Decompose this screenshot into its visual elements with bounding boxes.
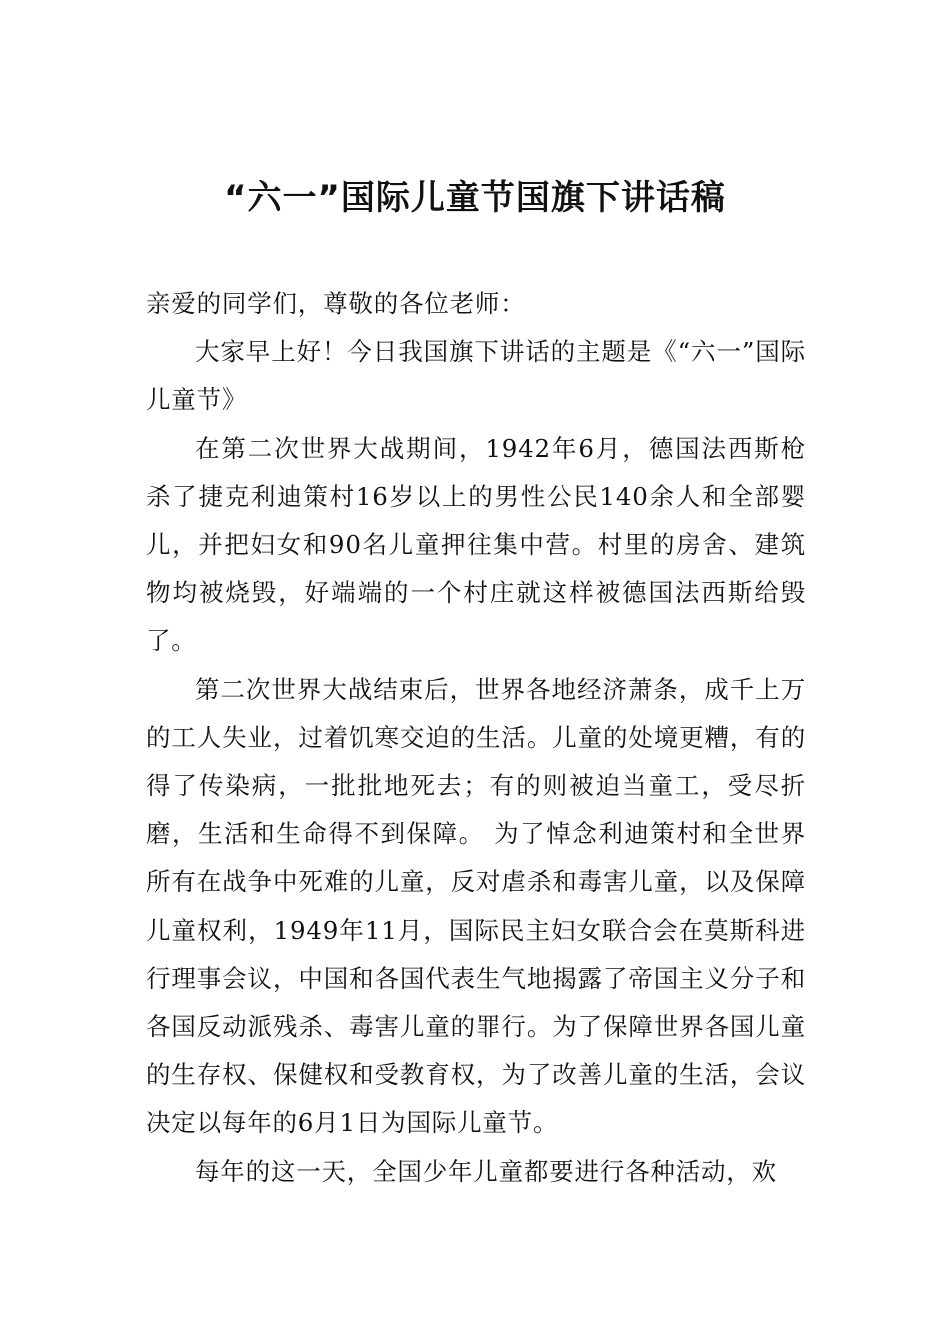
salutation: 亲爱的同学们，尊敬的各位老师：: [146, 289, 526, 318]
paragraph-history: 在第二次世界大战期间，1942年6月，德国法西斯枪杀了捷克利迪策村16岁以上的男性公民140余人和全部婴儿，并把妇女和90名儿童押往集中营。村里的房舍、建筑物均被烧毁，好端端的一个村庄就这样被德国法西斯给毁了。: [146, 433, 806, 656]
document-title: “六一”国际儿童节国旗下讲话稿: [224, 178, 726, 218]
paragraph-origin: 第二次世界大战结束后，世界各地经济萧条，成千上万的工人失业，过着饥寒交迫的生活。儿童的处境更糟，有的得了传染病，一批批地死去；有的则被迫当童工，受尽折磨，生活和生命得不到保障。 为了悼念利迪策村和全世界所有在战争中死难的儿童，反对虐杀和毒害儿童，以及保障儿童权利，1949年11月，国际民主妇女联合会在莫斯科进行理事会议，中国和各国代表生气地揭露了帝国主义分子和各国反动派残杀、毒害儿童的罪行。为了保障世界各国儿童的生存权、保健权和受教育权，为了改善儿童的生活，会议决定以每年的6月1日为国际儿童节。: [146, 674, 806, 1138]
paragraph-greeting: 大家早上好！今日我国旗下讲话的主题是《“六一”国际儿童节》: [146, 337, 806, 415]
document-body: [146, 280, 806, 1196]
paragraph-activities: 每年的这一天，全国少年儿童都要进行各种活动，欢: [195, 1156, 777, 1186]
